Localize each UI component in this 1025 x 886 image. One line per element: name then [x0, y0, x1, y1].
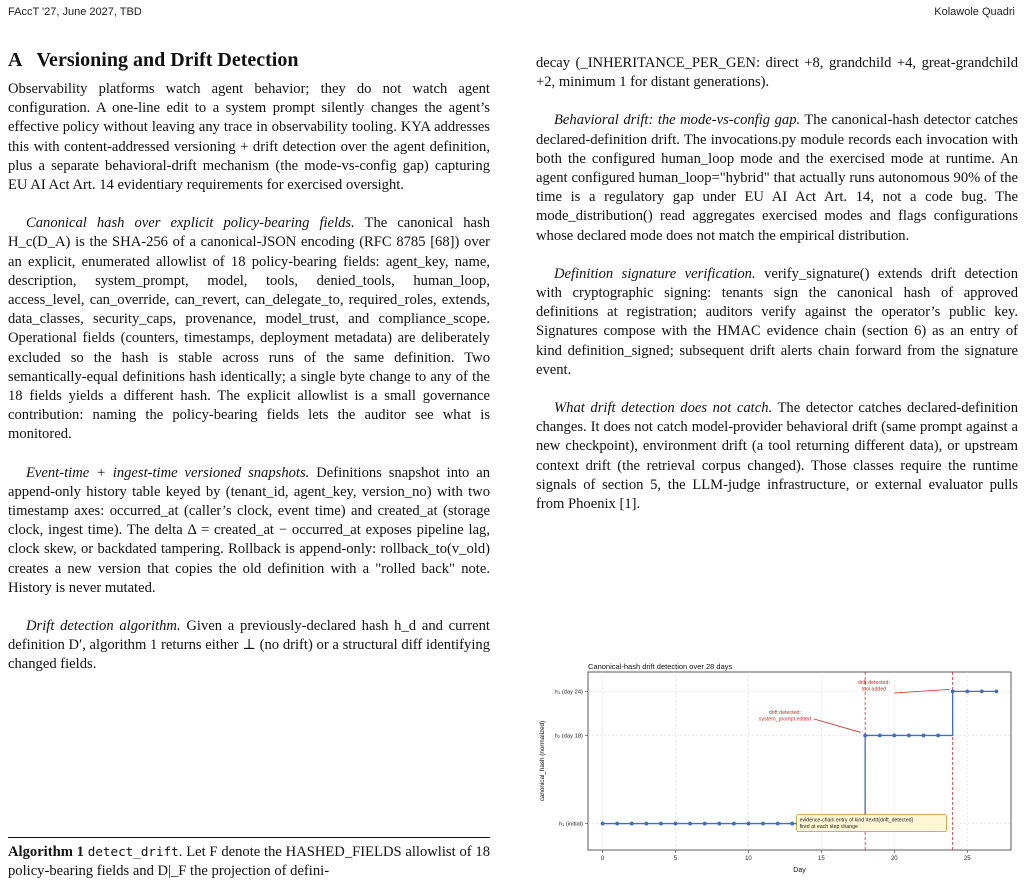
x-tick-label: 0 — [600, 856, 605, 862]
drift-annotation-label: drift detected: — [857, 680, 890, 686]
hash-point — [922, 734, 926, 738]
paragraph-decay: decay (_INHERITANCE_PER_GEN: direct +8, grandchild +4, great-grandchild +2, minimum 1 for distant generations). — [536, 55, 1018, 91]
paragraph-body: Given a previously-declared hash h_d and current definition D′, algorithm 1 returns either ⊥ (no drift) or a structural diff identifying changed fields. — [8, 618, 490, 673]
paragraph-snapshots — [8, 464, 490, 598]
chart-title: Canonical-hash drift detection over 28 days — [588, 662, 733, 671]
hash-point — [951, 689, 955, 693]
paragraph-drift-algorithm — [8, 617, 490, 675]
hash-point — [703, 822, 707, 826]
paragraph-signature — [536, 265, 1018, 380]
hash-point — [747, 822, 751, 826]
x-tick-label: 10 — [745, 856, 752, 862]
x-tick-label: 15 — [818, 856, 825, 862]
drift-chart-figure — [536, 660, 1018, 882]
paragraph-body: The canonical hash H_c(D_A) is the SHA-256 of a canonical-JSON encoding (RFC 8785 [68]) over an explicit, enumerated allowlist of 18 policy-bearing fields: agent_key, name, description, system_prompt, model, tools, denied_tools, human_loop, access_level, can_override, can_revert, can_delegate_to, required_roles, extends, data_classes, security_caps, provenance, model_trust, and compliance_scope. Operational fields (counters, timestamps, deployment metadata) are deliberately excluded so the hash is stable across runs of the same definition. Two semantically-equal definitions hash identically; a single byte change to any of the 18 fields yields a different hash. The explicit allowlist is a small governance contribution: naming the policy-bearing fields lets the auditor see what is monitored. — [8, 215, 490, 443]
paragraph-behavioral-drift — [536, 111, 1018, 245]
hash-point — [892, 734, 896, 738]
paragraph-body: verify_signature() extends drift detection with cryptographic signing: tenants sign the canonical hash of approved definitions at registration; auditors verify against the operator’s public key. Signatures compose with the HMAC evidence chain (section 6) as an entry of kind definition_signed; subsequent drift alerts chain forward from the signature event. — [536, 265, 1018, 378]
evidence-note-text: fired at each step change — [799, 824, 858, 831]
y-tick-label: h₁ (initial) — [559, 821, 583, 828]
hash-point — [732, 822, 736, 826]
drift-annotation-label: tool added — [861, 686, 887, 693]
hash-point — [659, 822, 663, 826]
x-tick-label: 5 — [673, 856, 678, 862]
hash-point — [674, 822, 678, 826]
algorithm-caption — [8, 837, 490, 881]
paragraph-body: The canonical-hash detector catches declared-definition drift. The invocations.py module records each invocation with both the configured human_loop mode and the exercised mode at runtime. An agent configured human_loop="hybrid" that actually runs autonomous 90% of the time is a regulatory gap under EU AI Act Art. 14, not a code bug. The mode_distribution() read aggregates exercised modes and flags configurations whose declared mode does not match the empirical distribution. — [536, 112, 1018, 244]
hash-point — [688, 822, 692, 826]
hash-point — [615, 822, 619, 826]
paragraph-limitations — [536, 399, 1018, 514]
paragraph-intro: Observability platforms watch agent behavior; they do not watch agent configuration. A one-line edit to a system prompt silently changes the agent’s effective policy without leaving any trace in observability tooling. KYA addresses this with content-addressed versioning + drift detection over the agent definition, plus a separate behavioral-drift mechanism (the mode-vs-config gap) capturing EU AI Act Art. 14 evidentiary requirements for exercised oversight. — [8, 81, 490, 194]
hash-point — [980, 689, 984, 693]
hash-point — [995, 689, 999, 693]
y-tick-label: h₂ (day 18) — [554, 733, 583, 740]
paragraph-head: Event-time + ingest-time versioned snapshots. — [26, 464, 310, 481]
x-tick-label: 20 — [890, 856, 898, 862]
algorithm-name: detect_drift — [87, 844, 179, 859]
hash-point — [761, 822, 765, 826]
hash-point — [717, 822, 721, 826]
y-tick-label: h₃ (day 24) — [554, 689, 583, 696]
paragraph-head: What drift detection does not catch. — [554, 400, 773, 417]
hash-point — [907, 734, 911, 738]
hash-point — [776, 822, 780, 826]
left-column — [8, 80, 490, 694]
paragraph-body: Definitions snapshot into an append-only history table keyed by (tenant_id, agent_key, version_no) with two timestamp axes: occurred_at (caller’s clock, event time) and created_at (storage clock, ingest time). The delta Δ = created_at − occurred_at exposes pipeline lag, clock skew, or backdated tampering. Rollback is append-only: rollback_to(v_old) creates a new version that copies the old definition with a "rolled back" note. History is never mutated. — [8, 464, 490, 596]
running-header-right: Kolawole Quadri — [934, 6, 1015, 18]
x-tick-label: 25 — [963, 856, 971, 862]
hash-point — [936, 734, 940, 738]
running-header-left: FAccT '27, June 2027, TBD — [8, 6, 142, 18]
hash-point — [878, 734, 882, 738]
paragraph-head: Drift detection algorithm. — [26, 618, 181, 635]
right-column — [536, 54, 1018, 533]
drift-annotation-label: drift detected: — [768, 710, 801, 716]
y-axis-label: canonical_hash (normalized) — [539, 720, 546, 802]
algorithm-text: . Let F denote the HASHED_FIELDS allowlist of 18 policy-bearing fields and D|_F the projection of defini- — [8, 844, 490, 880]
hash-point — [630, 822, 634, 826]
paragraph-canonical-hash — [8, 214, 490, 444]
hash-point — [965, 689, 969, 693]
paragraph-body: The detector catches declared-definition changes. It does not catch model-provider behavioral drift (same prompt against a new checkpoint), environment drift (a tool returning different data), or upstream context drift (the retrieval corpus changed). Those classes require the runtime signals of section 5, the LLM-judge infrastructure, or external evaluator pulls from Phoenix [1]. — [536, 400, 1019, 513]
section-title-text: Versioning and Drift Detection — [36, 49, 299, 71]
drift-chart — [536, 660, 1018, 882]
hash-point — [863, 734, 867, 738]
paragraph-head: Canonical hash over explicit policy-bearing fields. — [26, 215, 355, 232]
x-axis-label: Day — [793, 867, 806, 874]
paragraph-head: Behavioral drift: the mode-vs-config gap. — [554, 112, 801, 129]
hash-point — [601, 822, 605, 826]
section-number: A — [8, 49, 23, 71]
hash-point — [790, 822, 794, 826]
algorithm-label: Algorithm 1 — [8, 844, 84, 860]
paragraph-head: Definition signature verification. — [554, 265, 756, 282]
section-title — [8, 49, 298, 72]
drift-annotation-label: system_prompt edited — [758, 716, 811, 723]
hash-point — [644, 822, 648, 826]
evidence-note-text: evidence-chain entry of kind \texttt{drift_detected} — [799, 817, 914, 824]
